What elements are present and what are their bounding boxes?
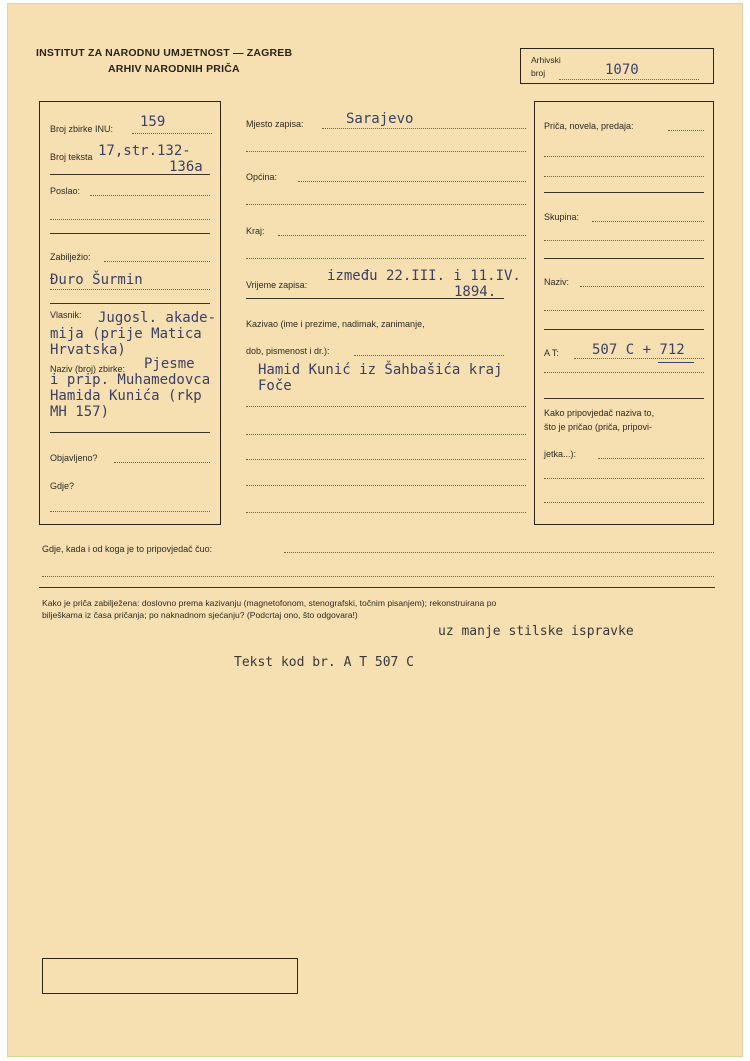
zabiljezena-label-2: bilješkama iz časa pričanja; po naknadnom sjećanju? (Podcrtaj ono, što odgovara!) — [42, 610, 358, 620]
vrijeme-value-1: između 22.III. i 11.IV. — [327, 268, 521, 284]
kraj-label: Kraj: — [246, 226, 265, 236]
archive-number-label-1: Arhivski — [531, 55, 561, 65]
teksta-value-2: 136a — [169, 159, 203, 175]
vlasnik-value-1: Jugosl. akade- — [98, 310, 217, 326]
skupina-label: Skupina: — [544, 212, 580, 222]
kazivao-value-2: Foče — [258, 378, 292, 394]
zabiljezena-value: uz manje stilske ispravke — [438, 624, 634, 639]
naziv-label: Naziv: — [544, 277, 570, 287]
right-column — [534, 101, 714, 525]
mjesto-label: Mjesto zapisa: — [246, 119, 304, 129]
archive-number-value: 1070 — [605, 62, 639, 78]
teksta-label: Broj teksta — [50, 152, 93, 162]
prica-label: Priča, novela, predaja: — [544, 121, 634, 131]
at-label: A T: — [544, 348, 559, 358]
kazivao-label-1: Kazivao (ime i prezime, nadimak, zanimanje, — [246, 319, 425, 329]
zabiljezio-label: Zabilježio: — [50, 252, 91, 262]
vrijeme-label: Vrijeme zapisa: — [246, 280, 308, 290]
zabiljezena-label-1: Kako je priča zabilježena: doslovno prema kazivanju (magnetofonom, stenografski, točnim pisanjem); rekonstruirana po — [42, 598, 497, 608]
gdje-kada-label: Gdje, kada i od koga je to pripovjedač čuo: — [42, 544, 213, 554]
poslao-label: Poslao: — [50, 186, 81, 196]
at-value: 507 C + 712 — [592, 342, 685, 358]
vlasnik-value-2: mija (prije Matica — [50, 326, 202, 342]
kako-label-2: što je pričao (priča, pripovi- — [544, 422, 653, 432]
institute-title: INSTITUT ZA NARODNU UMJETNOST — ZAGREB — [36, 47, 293, 59]
archive-number-label-2: broj — [531, 68, 546, 78]
naziv-zbirke-value-3: Hamida Kunića (rkp — [50, 388, 202, 404]
kazivao-label-2: dob, pismenost i dr.): — [246, 346, 330, 356]
archive-title: ARHIV NARODNIH PRIČA — [108, 63, 240, 75]
vrijeme-value-2: 1894. — [454, 284, 497, 300]
mjesto-value: Sarajevo — [346, 111, 414, 127]
objavljeno-label: Objavljeno? — [50, 453, 98, 463]
archive-number-box — [520, 48, 714, 84]
kako-label-3: jetka...): — [544, 449, 577, 459]
kazivao-value-1: Hamid Kunić iz Šahbašića kraj — [258, 362, 503, 378]
naziv-zbirke-value-1: Pjesme — [144, 356, 195, 372]
zabiljezio-value: Đuro Šurmin — [50, 272, 143, 288]
tekst-kod: Tekst kod br. A T 507 C — [234, 655, 415, 670]
at-underline — [658, 362, 694, 363]
naziv-zbirke-label: Naziv (broj) zbirke: — [50, 364, 126, 374]
gdje-label: Gdje? — [50, 481, 75, 491]
naziv-zbirke-value-4: MH 157) — [50, 404, 110, 420]
kako-label-1: Kako pripovjedač naziva to, — [544, 408, 655, 418]
archive-card — [8, 4, 742, 1056]
teksta-value-1: 17,str.132- — [98, 143, 191, 159]
naziv-zbirke-value-2: i prip. Muhamedovca — [50, 372, 211, 388]
zbirka-label: Broj zbirke INU: — [50, 124, 114, 134]
vlasnik-value-3: Hrvatska) — [50, 342, 126, 358]
vlasnik-label: Vlasnik: — [50, 310, 82, 320]
bottom-empty-box — [42, 958, 298, 994]
opcina-label: Općina: — [246, 172, 278, 182]
zbirka-value: 159 — [140, 114, 166, 130]
